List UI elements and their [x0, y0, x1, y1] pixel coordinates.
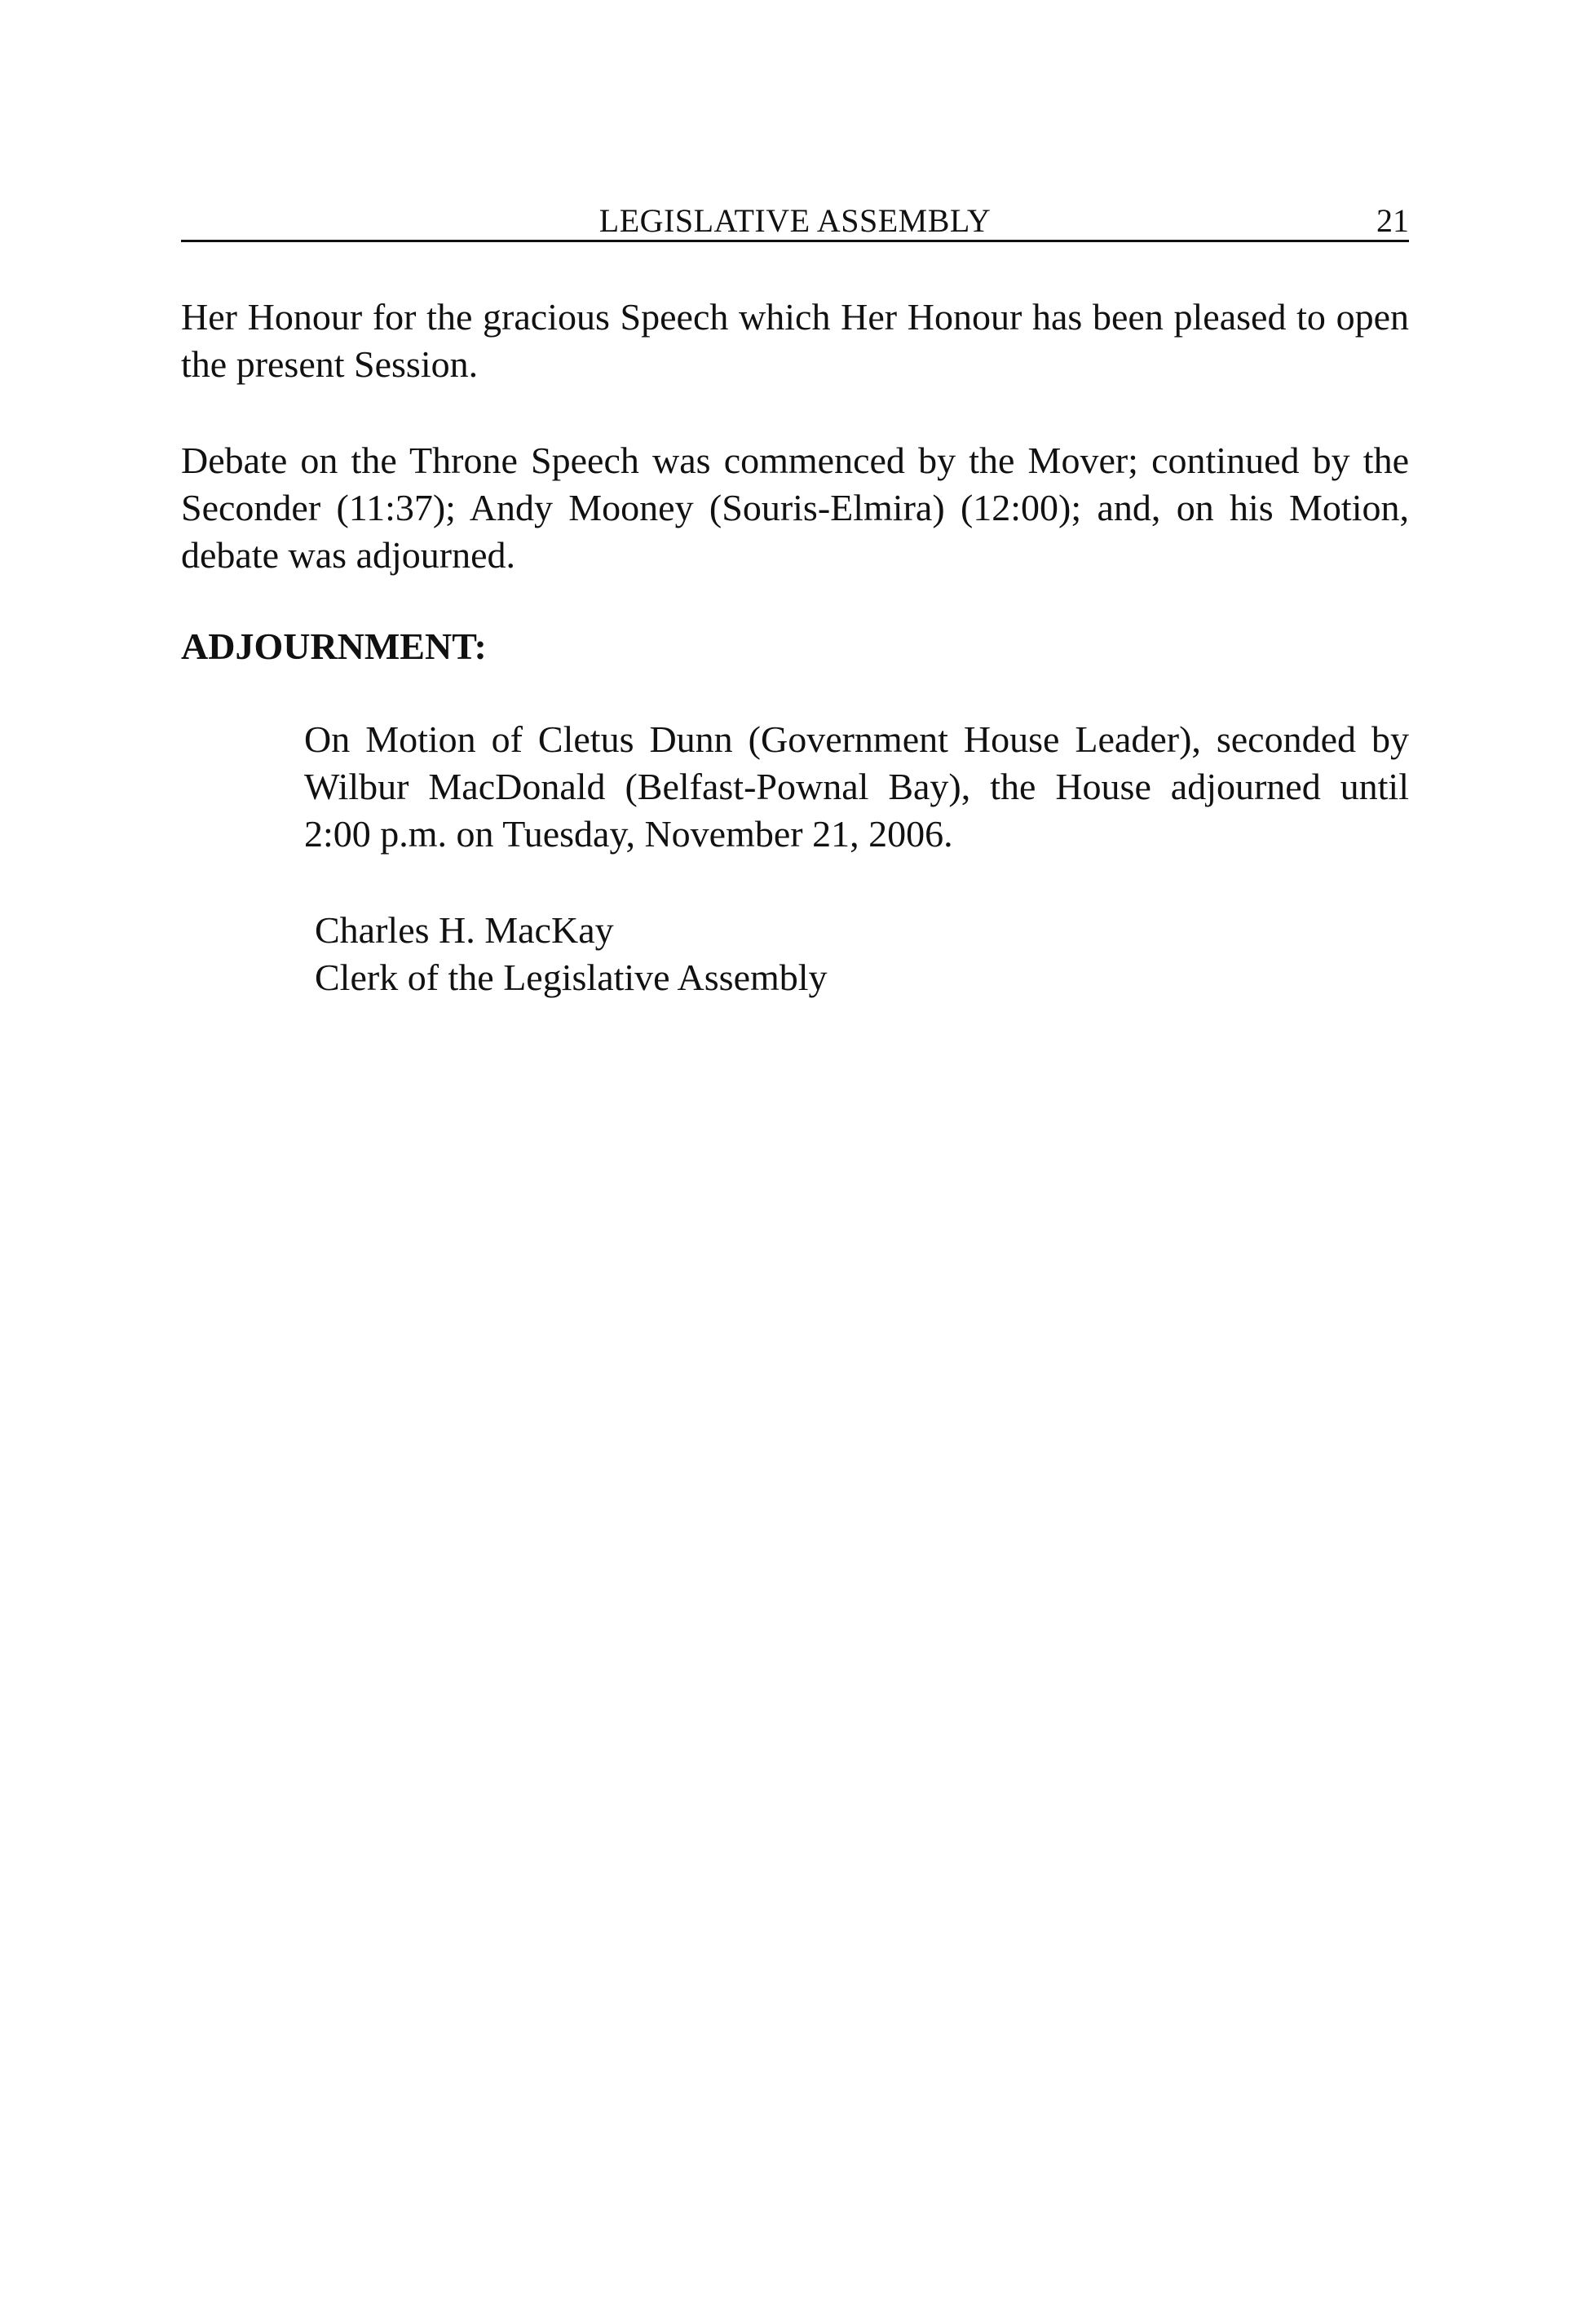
header-title: LEGISLATIVE ASSEMBLY [598, 202, 992, 239]
signatory-name: Charles H. MacKay [315, 909, 614, 951]
adjournment-heading: ADJOURNMENT: [181, 625, 487, 667]
signatory-title: Clerk of the Legislative Assembly [315, 957, 828, 998]
running-header [181, 202, 1409, 242]
page-number: 21 [1376, 202, 1409, 239]
signature-block [315, 907, 828, 1001]
adjournment-motion: On Motion of Cletus Dunn (Government House Leader), seconded by Wilbur MacDonald (Belfast-Pownal Bay), the House adjourned until 2:00 p.m. on Tuesday, November 21, 2006. [304, 718, 1409, 855]
body-paragraph-1: Her Honour for the gracious Speech which Her Honour has been pleased to open the present Session. [181, 296, 1409, 385]
body-paragraph-2: Debate on the Throne Speech was commenced by the Mover; continued by the Seconder (11:37); Andy Mooney (Souris-Elmira) (12:00); and, on his Motion, debate was adjourned. [181, 440, 1409, 576]
